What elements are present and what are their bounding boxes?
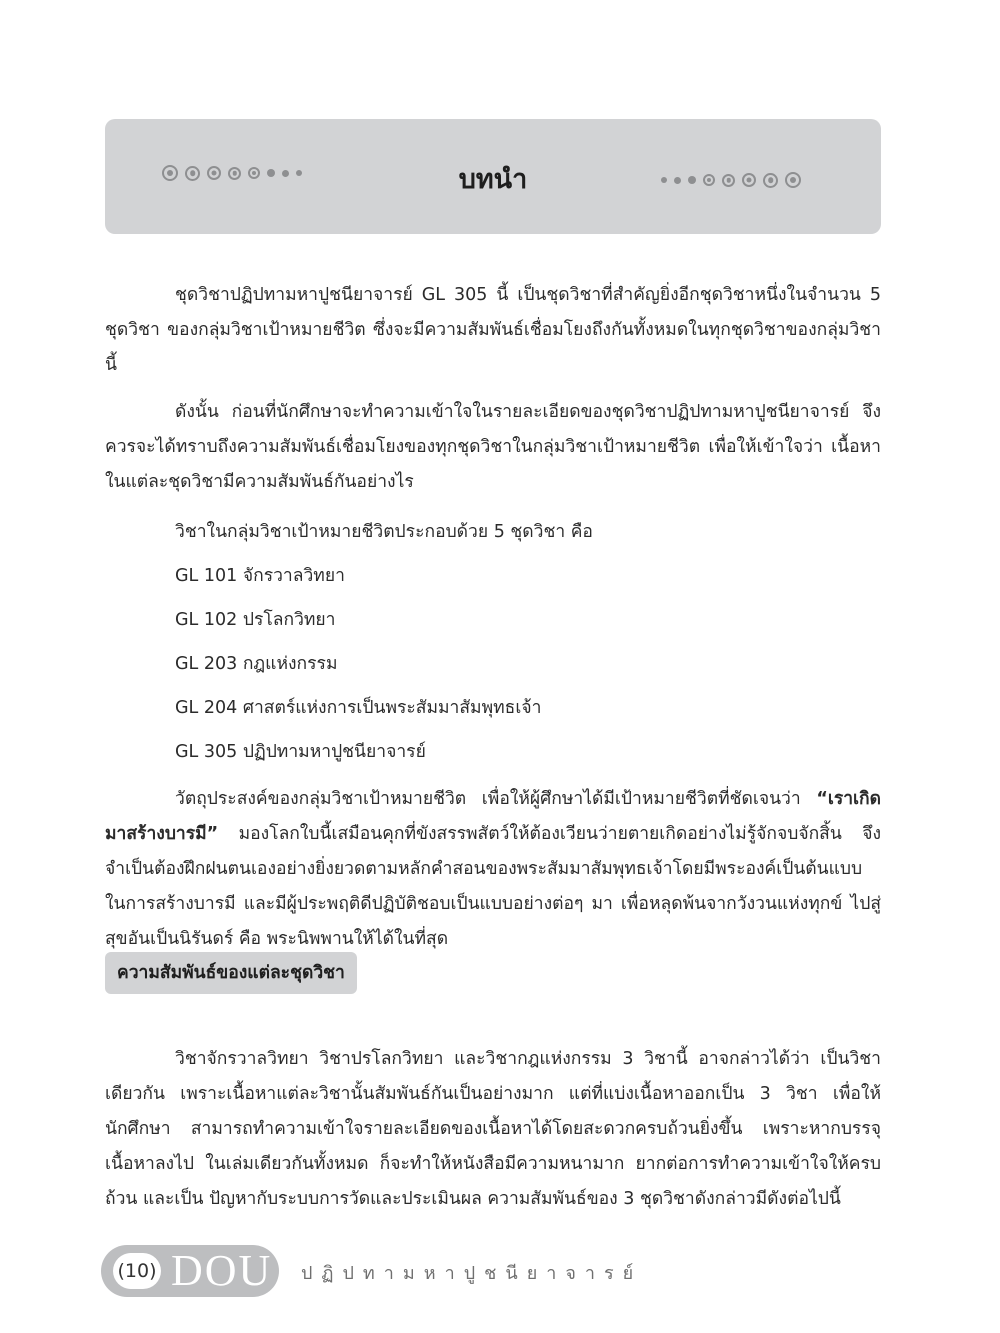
chapter-title: บทนำ — [458, 164, 528, 195]
objective-highlight: “เราเกิดมาสร้างบารมี” — [105, 789, 881, 844]
course-item: GL 305 ปฏิปทามหาปูชนียาจารย์ — [175, 742, 426, 762]
page-number-badge — [101, 1245, 279, 1297]
page-number: (10) — [113, 1253, 161, 1289]
course-item: GL 101 จักรวาลวิทยา — [175, 566, 345, 586]
course-item: GL 203 กฎแห่งกรรม — [175, 654, 338, 674]
objective-paragraph: วัตถุประสงค์ของกลุ่มวิชาเป้าหมายชีวิต เพื่อให้ผู้ศึกษาได้มีเป้าหมายชีวิตที่ชัดเจนว่า “เราเกิดมาสร้างบารมี” มองโลกใบนี้เสมือนคุกที่ขังสรรพสัตว์ให้ต้องเวียนว่ายตายเกิดอย่างไม่รู้จักจบจักสิ้น จึงจำเป็นต้องฝึกฝนตนเองอย่างยิ่งยวดตามหลักคำสอนของพระสัมมาสัมพุทธเจ้าโดยมีพระองค์เป็นต้นแบบ ในการสร้างบารมี และมีผู้ประพฤติดีปฏิบัติชอบเป็นแบบอย่างต่อๆ มา เพื่อหลุดพ้นจากวังวนแห่งทุกข์ ไปสู่สุขอันเป็นนิรันดร์ คือ พระนิพพานให้ได้ในที่สุด — [105, 789, 881, 949]
dou-logo: DOU — [171, 1246, 273, 1295]
intro-body — [105, 278, 881, 957]
course-list-intro: วิชาในกลุ่มวิชาเป้าหมายชีวิตประกอบด้วย 5 ชุดวิชา คือ — [175, 522, 593, 542]
decorative-dots-right — [661, 172, 801, 188]
chapter-header-banner — [105, 119, 881, 234]
intro-paragraph-2: ดังนั้น ก่อนที่นักศึกษาจะทำความเข้าใจในรายละเอียดของชุดวิชาปฏิปทามหาปูชนียาจารย์ จึงควรจะได้ทราบถึงความสัมพันธ์เชื่อมโยงของทุกชุดวิชาในกลุ่มวิชาเป้าหมายชีวิต เพื่อให้เข้าใจว่า เนื้อหาในแต่ละชุดวิชามีความสัมพันธ์กันอย่างไร — [105, 402, 881, 492]
section-paragraph-1: วิชาจักรวาลวิทยา วิชาปรโลกวิทยา และวิชากฎแห่งกรรม 3 วิชานี้ อาจกล่าวได้ว่า เป็นวิชาเดียวกัน เพราะเนื้อหาแต่ละวิชานั้นสัมพันธ์กันเป็นอย่างมาก แต่ที่แบ่งเนื้อหาออกเป็น 3 วิชา เพื่อให้นักศึกษา สามารถทำความเข้าใจรายละเอียดของเนื้อหาได้โดยสะดวกครบถ้วนยิ่งขึ้น เพราะหากบรรจุเนื้อหาลงไป ในเล่มเดียวกันทั้งหมด ก็จะทำให้หนังสือมีความหนามาก ยากต่อการทำความเข้าใจให้ครบถ้วน และเป็น ปัญหากับระบบการวัดและประเมินผล ความสัมพันธ์ของ 3 ชุดวิชาดังกล่าวมีดังต่อไปนี้ — [105, 1049, 881, 1209]
section-body — [105, 1042, 881, 1217]
section-heading: ความสัมพันธ์ของแต่ละชุดวิชา — [105, 952, 357, 994]
course-item: GL 204 ศาสตร์แห่งการเป็นพระสัมมาสัมพุทธเจ้า — [175, 698, 542, 718]
running-footer-title: ปฏิปทามหาปูชนียาจารย์ — [301, 1263, 643, 1284]
intro-paragraph-1: ชุดวิชาปฏิปทามหาปูชนียาจารย์ GL 305 นี้ เป็นชุดวิชาที่สำคัญยิ่งอีกชุดวิชาหนึ่งในจำนวน 5 ชุดวิชา ของกลุ่มวิชาเป้าหมายชีวิต ซึ่งจะมีความสัมพันธ์เชื่อมโยงถึงกันทั้งหมดในทุกชุดวิชาของกลุ่มวิชานี้ — [105, 285, 881, 375]
course-item: GL 102 ปรโลกวิทยา — [175, 610, 336, 630]
